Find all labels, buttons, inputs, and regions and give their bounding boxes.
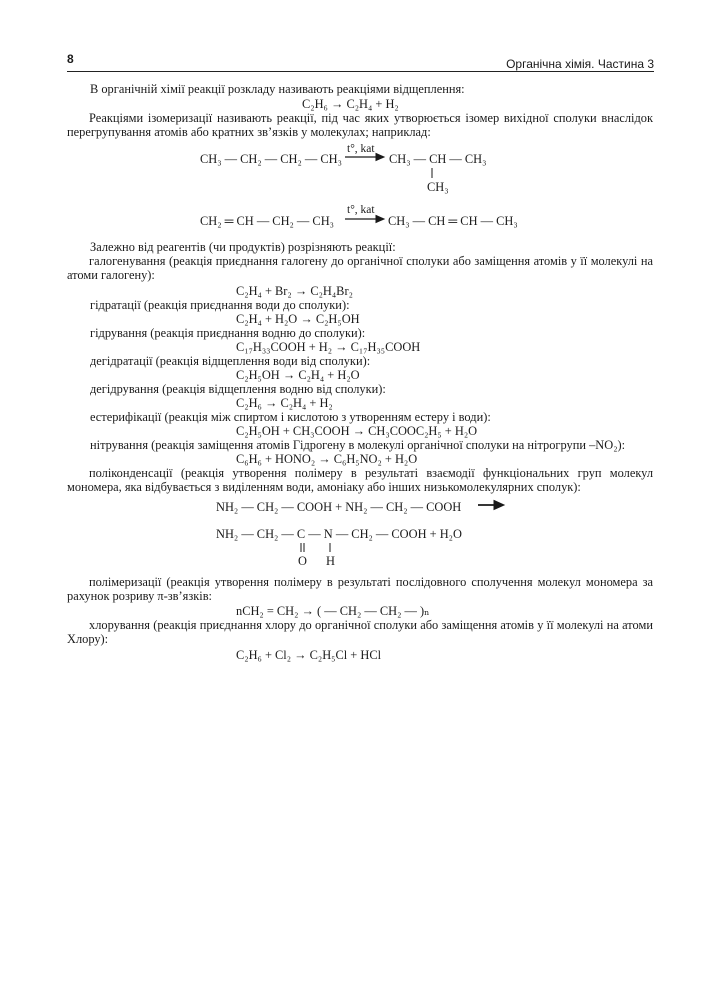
nitration-text: нітрування (реакція заміщення атомів Гідрогену в молекулі органічної сполуки на нітрогрупи –NO₂):: [90, 438, 626, 452]
esterification-text: естерифікації (реакція між спиртом і кислотою з утворенням естеру і води):: [90, 410, 491, 424]
hydration-text: гідратації (реакція приєднання води до сполуки):: [90, 298, 350, 312]
halogenation-equation: C₂H₄ + Br₂ → C₂H₄Br₂: [236, 284, 353, 298]
isomer-eq1-branch: CH₃: [427, 180, 449, 194]
isomer-eq1-condition: t°, kat: [347, 143, 375, 155]
halogenation-text: галогенування (реакція приєднання галогену до органічної сполуки або заміщення атомів у її молекулі на атоми галогену):: [67, 254, 653, 283]
carbonyl-oxygen-label: O: [298, 554, 307, 568]
chlorination-text: хлорування (реакція приєднання хлору до органічної сполуки або заміщення атомів у її молекулі на атоми Хлору):: [67, 618, 653, 647]
header-rule: [67, 71, 654, 72]
page-number: 8: [67, 52, 74, 66]
polymerization-equation: nCH₂ = CH₂ → ( — CH₂ — CH₂ — )ₙ: [236, 604, 430, 618]
isomer-eq1-product: CH₃ — CH — CH₃: [389, 152, 487, 166]
isomer-eq1-reactant: CH₃ — CH₂ — CH₂ — CH₃: [200, 152, 342, 166]
depends-paragraph: Залежно від реагентів (чи продуктів) розрізняють реакції:: [90, 240, 396, 254]
dehydrogenation-equation: C₂H₆ → C₂H₄ + H₂: [236, 396, 333, 410]
polycondensation-reactants: NH₂ — CH₂ — COOH + NH₂ — CH₂ — COOH: [216, 500, 462, 514]
polymerization-text: полімеризації (реакція утворення полімеру в результаті послідовного сполучення молекул мономера за рахунок розриву π-зв’язків:: [67, 575, 653, 604]
hydration-equation: C₂H₄ + H₂O → C₂H₅OH: [236, 312, 360, 326]
hydrogenation-equation: C₁₇H₃₃COOH + H₂ → C₁₇H₃₅COOH: [236, 340, 421, 354]
nitration-equation: C₆H₆ + HONO₂ → C₆H₅NO₂ + H₂O: [236, 452, 418, 466]
polycondensation-product: NH₂ — CH₂ — C — N — CH₂ — COOH + H₂O: [216, 527, 462, 541]
dehydration-text: дегідратації (реакція відщеплення води від сполуки):: [90, 354, 371, 368]
intro-paragraph: В органічній хімії реакції розкладу називають реакціями відщеплення:: [90, 82, 465, 96]
isomer-eq2-condition: t°, kat: [347, 204, 375, 216]
isomer-eq2-product: CH₃ — CH ═ CH — CH₃: [388, 214, 518, 228]
isomer-eq2-reactant: CH₂ ═ CH — CH₂ — CH₃: [200, 214, 334, 228]
equation-splitting: C₂H₆ → C₂H₄ + H₂: [302, 97, 399, 111]
hydrogenation-text: гідрування (реакція приєднання водню до сполуки):: [90, 326, 366, 340]
dehydration-equation: C₂H₅OH → C₂H₄ + H₂O: [236, 368, 360, 382]
amide-hydrogen-label: H: [326, 554, 335, 568]
polycondensation-text: поліконденсації (реакція утворення полімеру в результаті взаємодії функціональних груп молекул мономера, яка відбувається з виділенням води, амоніаку або інших низькомолекулярних сполук):: [67, 466, 653, 495]
running-header-title: Органічна хімія. Частина 3: [506, 57, 654, 71]
dehydrogenation-text: дегідрування (реакція відщеплення водню від сполуки):: [90, 382, 386, 396]
esterification-equation: C₂H₅OH + CH₃COOH → CH₃COOC₂H₅ + H₂O: [236, 424, 478, 438]
isomerization-paragraph: Реакціями ізомеризації називають реакції, під час яких утворюється ізомер вихідної сполуки внаслідок перегрупування атомів або кратних зв’язків у молекулах; наприклад:: [67, 111, 653, 140]
chlorination-equation: C₂H₆ + Cl₂ → C₂H₅Cl + HCl: [236, 648, 382, 662]
